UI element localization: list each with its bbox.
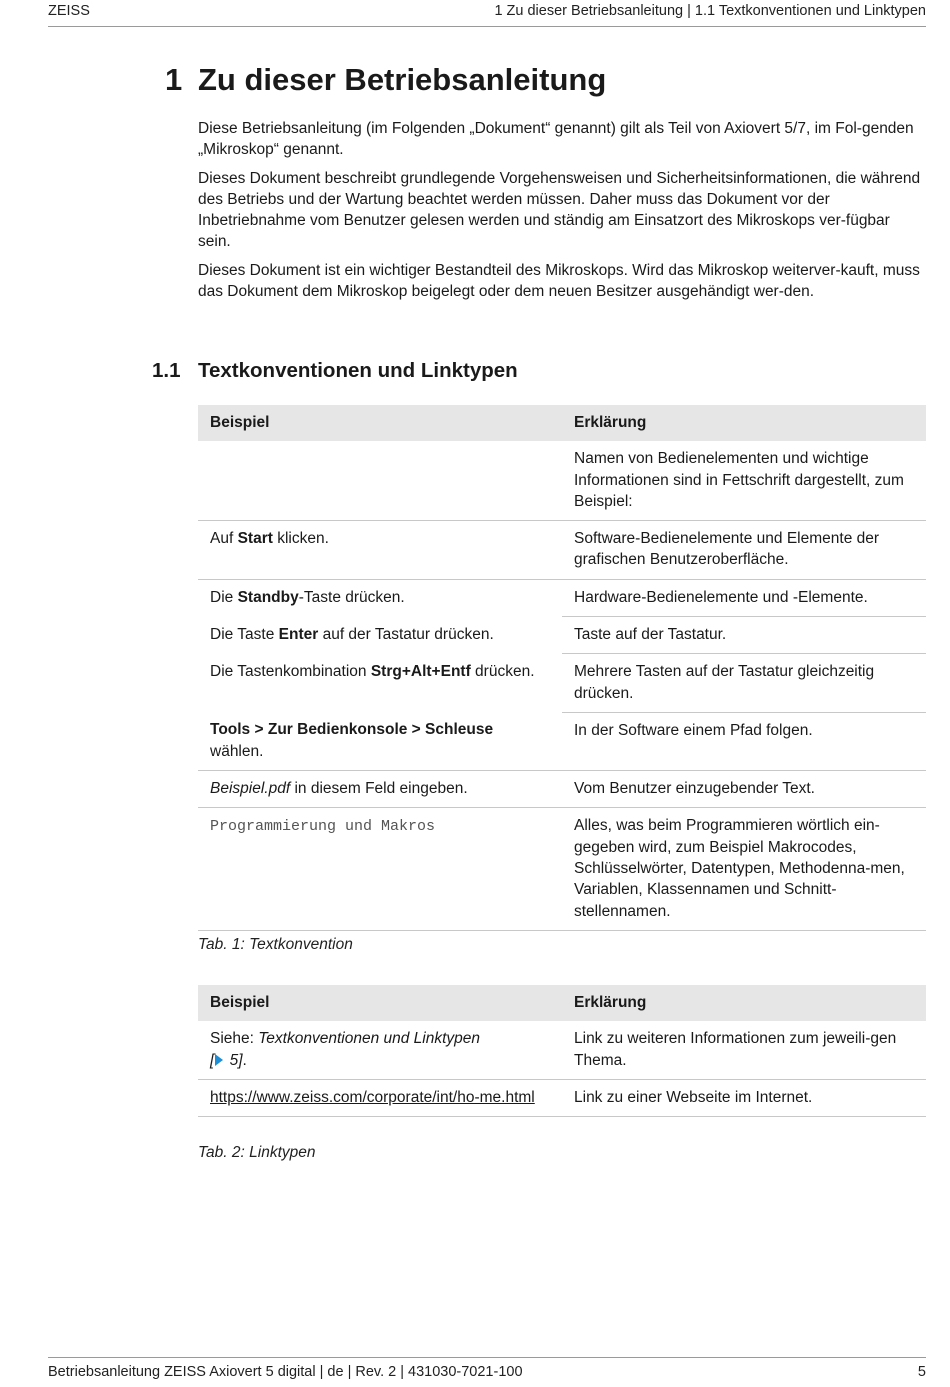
footer-document-info: Betriebsanleitung ZEISS Axiovert 5 digital | de | Rev. 2 | 431030-7021-100 — [48, 1364, 523, 1380]
example-text: klicken. — [272, 530, 329, 548]
example-text: Die Taste — [210, 625, 279, 643]
page-footer — [48, 1357, 926, 1384]
example-bold: Start — [237, 530, 273, 548]
example-cell — [198, 1021, 562, 1079]
example-text: -Taste drücken. — [298, 588, 405, 606]
section-heading — [152, 357, 518, 385]
link-types-table — [198, 985, 926, 1117]
table-caption: Tab. 1: Textkonvention — [198, 936, 353, 953]
example-cell — [198, 771, 562, 808]
chapter-number: 1 — [165, 62, 183, 97]
table-row — [198, 808, 926, 930]
column-header-explanation: Erklärung — [562, 985, 926, 1021]
table-row — [198, 1079, 926, 1116]
column-header-explanation: Erklärung — [562, 405, 926, 441]
intro-text — [198, 118, 924, 309]
table-row — [198, 521, 926, 580]
example-text: drücken. — [470, 662, 535, 680]
web-link[interactable]: https://www.zeiss.com/corporate/int/ho-me.html — [210, 1088, 535, 1106]
text-convention-table — [198, 405, 926, 931]
intro-paragraph-1: Diese Betriebsanleitung (im Folgenden „Dokument“ genannt) gilt als Teil von Axiovert 5/7, im Fol-genden „Mikroskop“ genannt. — [198, 120, 914, 159]
intro-paragraph-2: Dieses Dokument beschreibt grundlegende Vorgehensweisen und Sicherheitsinformationen, die während des Betriebs und der Wartung beachtet werden müssen. Daher muss das Dokument vor der Inbetriebnahme vom Benutzer gelesen werden und ständig am Einsatzort des Mikroskops ver-fügbar sein. — [198, 169, 921, 251]
table-caption: Tab. 2: Linktypen — [198, 1144, 316, 1161]
column-header-example: Beispiel — [198, 405, 562, 441]
example-cell — [198, 808, 562, 930]
example-text: in diesem Feld eingeben. — [290, 780, 468, 798]
table-row — [198, 771, 926, 808]
example-monospace: Programmierung und Makros — [210, 818, 436, 836]
chapter-title: Zu dieser Betriebsanleitung — [198, 62, 607, 97]
cross-reference-title: Textkonventionen und Linktypen — [258, 1030, 481, 1048]
example-cell — [198, 1079, 562, 1116]
example-italic: Beispiel.pdf — [210, 780, 291, 798]
example-text: Die — [210, 588, 238, 606]
example-cell — [198, 712, 562, 770]
explanation-cell: Software-Bedienelemente und Elemente der grafischen Benutzeroberfläche. — [562, 521, 926, 580]
page-number: 5 — [917, 1364, 926, 1380]
example-bold: Standby — [237, 588, 299, 606]
header-brand: ZEISS — [48, 3, 90, 19]
explanation-cell: Taste auf der Tastatur. — [562, 617, 926, 654]
example-cell — [198, 654, 562, 713]
intro-paragraph-3: Dieses Dokument ist ein wichtiger Bestandteil des Mikroskops. Wird das Mikroskop weiterver-kauft, muss das Dokument dem Mikroskop beigelegt oder dem neuen Besitzer ausgehändigt wer-den. — [198, 261, 920, 301]
example-cell — [198, 441, 562, 520]
table-header-row — [198, 985, 926, 1021]
header-breadcrumb: 1 Zu dieser Betriebsanleitung | 1.1 Textkonventionen und Linktypen — [494, 3, 926, 19]
example-text: auf der Tastatur drücken. — [318, 625, 494, 643]
explanation-cell: Link zu weiteren Informationen zum jeweili-gen Thema. — [562, 1021, 926, 1079]
chapter-heading — [165, 60, 606, 100]
cross-reference-page: 5] — [225, 1051, 243, 1069]
example-cell — [198, 617, 562, 654]
table-row — [198, 579, 926, 616]
table-row — [198, 654, 926, 713]
cross-reference-bracket: [ — [210, 1051, 215, 1069]
explanation-cell: Mehrere Tasten auf der Tastatur gleichzeitig drücken. — [562, 654, 926, 713]
example-text: Die Tastenkombination — [210, 662, 371, 680]
example-bold: Enter — [278, 625, 319, 643]
example-cell — [198, 521, 562, 580]
explanation-cell: Link zu einer Webseite im Internet. — [562, 1079, 926, 1116]
explanation-cell: Hardware-Bedienelemente und -Elemente. — [562, 579, 926, 616]
table-header-row — [198, 405, 926, 441]
table-row — [198, 441, 926, 520]
section-title: Textkonventionen und Linktypen — [198, 359, 518, 382]
explanation-cell: Namen von Bedienelementen und wichtige Informationen sind in Fettschrift dargestellt, zum Beispiel: — [562, 441, 926, 520]
explanation-cell: In der Software einem Pfad folgen. — [562, 712, 926, 770]
page-header — [48, 3, 926, 27]
example-cell — [198, 579, 562, 616]
example-text: Siehe: — [210, 1030, 259, 1048]
example-text: wählen. — [210, 742, 264, 760]
page-link-arrow-icon — [215, 1054, 223, 1066]
explanation-cell: Vom Benutzer einzugebender Text. — [562, 771, 926, 808]
column-header-example: Beispiel — [198, 985, 562, 1021]
table-row — [198, 1021, 926, 1079]
table-row — [198, 712, 926, 770]
example-text: Auf — [210, 530, 238, 548]
example-bold: Tools > Zur Bedienkonsole > Schleuse — [210, 721, 494, 739]
section-number: 1.1 — [152, 359, 181, 382]
table-row — [198, 617, 926, 654]
example-bold: Strg+Alt+Entf — [370, 662, 471, 680]
explanation-cell: Alles, was beim Programmieren wörtlich ein-gegeben wird, zum Beispiel Makrocodes, Schlüsselwörter, Datentypen, Methodenna-men, Variablen, Klassennamen und Schnitt-stellennamen. — [562, 808, 926, 930]
example-text: . — [242, 1051, 247, 1069]
